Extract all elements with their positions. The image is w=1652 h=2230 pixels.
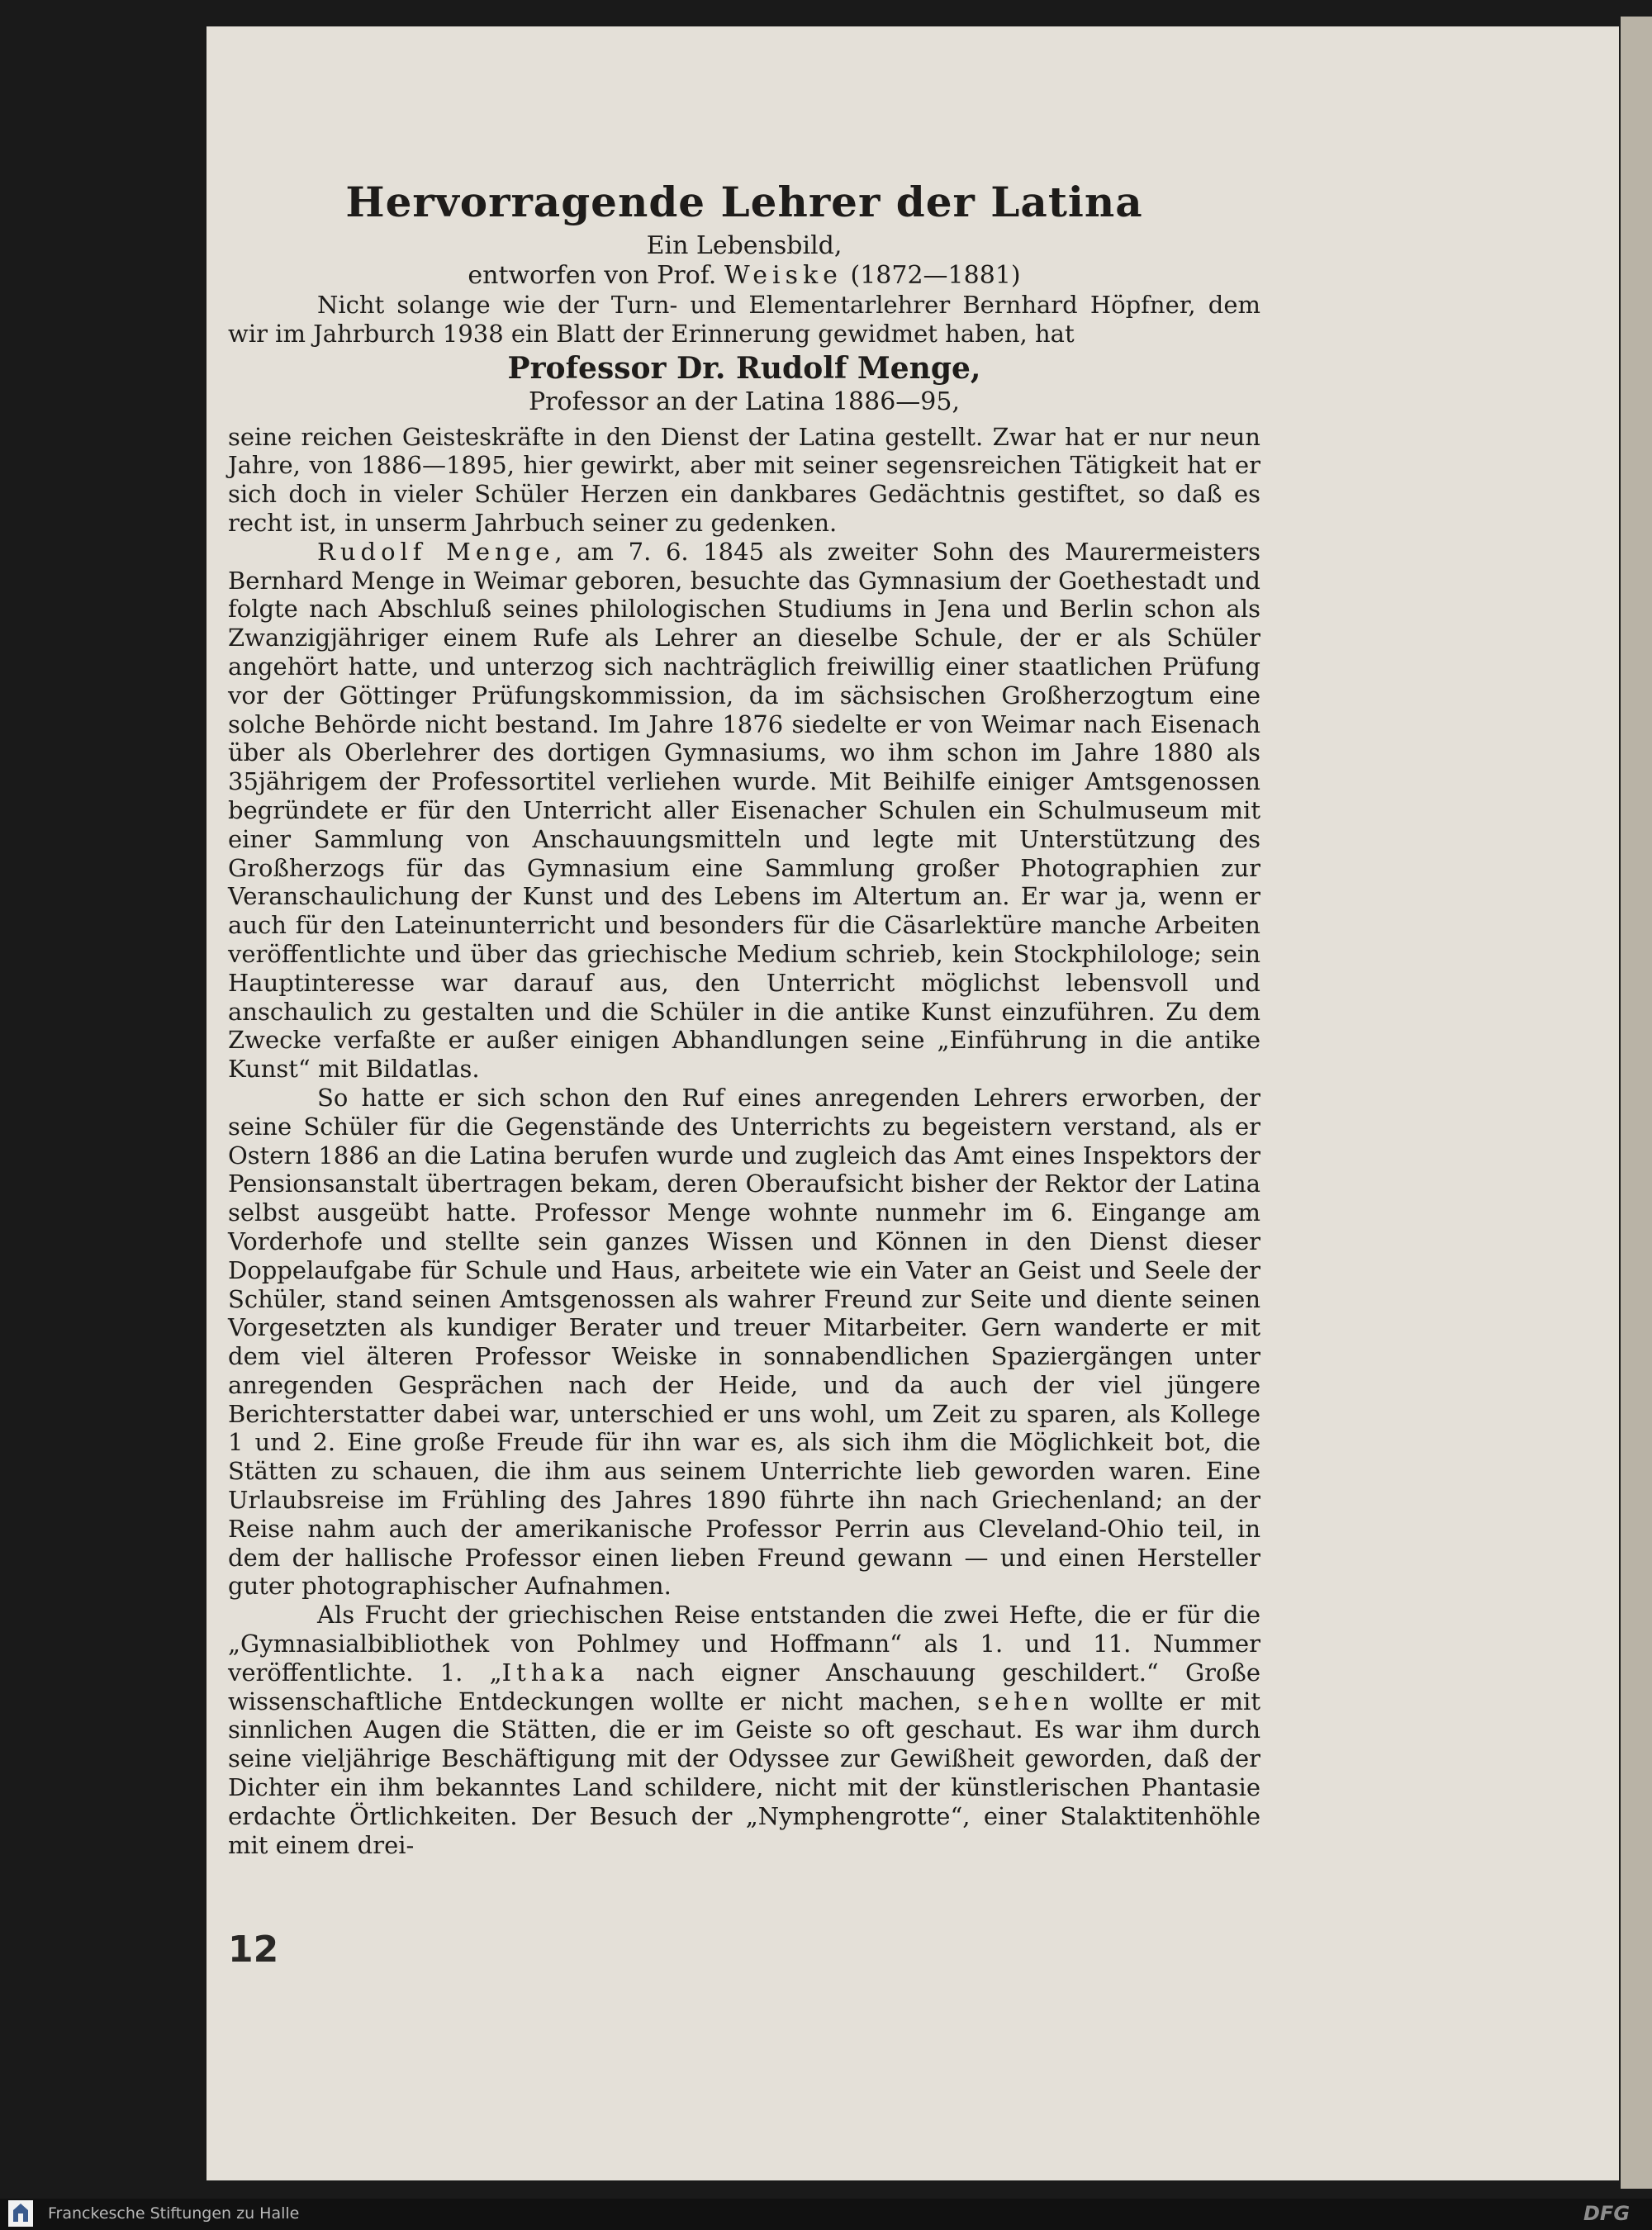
article-subtitle: Ein Lebensbild, [646,231,843,260]
paragraph-4-sehen: sehen [977,1687,1074,1715]
paragraph-4-part-b: nach eigner Anschauung geschildert.“ Große wissenschaftliche Entdeckungen wollte er nicht machen, [228,1658,1260,1715]
paragraph-3: So hatte er sich schon den Ruf eines anregenden Lehrers erworben, der seine Schüler für die Gegenstände des Unterrichts zu begeistern verstand, als er Ostern 1886 an die Latina berufen wurde und zugleich das Amt eines Inspektors der Pensionsanstalt übertragen bekam, deren Oberaufsicht bisher der Rektor der Latina selbst ausgeübt hatte. Professor Menge wohnte nunmehr im 6. Eingange am Vorderhofe und stellte sein ganzes Wissen und Können in den Dienst dieser Doppelaufgabe für Schule und Haus, arbeitete wie ein Vater an Geist und Seele der Schüler, stand seinen Amtsgenossen als wahrer Freund zur Seite und diente seinen Vorgesetzten als kundiger Berater und treuer Mitarbeiter. Gern wanderte er mit dem viel älteren Professor Weiske in sonnabendlichen Spaziergängen unter anregenden Gesprächen nach der Heide, und da auch der viel jüngere Berichterstatter dabei war, unterschied er uns wohl, um Zeit zu sparen, als Kollege 1 und 2. Eine große Freude für ihn war es, als sich ihm die Möglichkeit bot, die Stätten zu schauen, die ihm aus seinem Unterrichte lieb geworden waren. Eine Urlaubsreise im Frühling des Jahres 1890 führte ihn nach Griechenland; an der Reise nahm auch der amerikanische Professor Perrin aus Cleveland-Ohio teil, in dem der hallische Professor einen lieben Freund gewann — und einen Hersteller guter photographischer Aufnahmen. [228,1083,1260,1601]
byline-prefix: entworfen von Prof. [468,261,717,290]
byline-author: Weiske [724,261,843,290]
subject-role-heading: Professor an der Latina 1886—95, [528,387,960,416]
paragraph-4-ithaka: Ithaka [501,1658,610,1687]
article-title: Hervorragende Lehrer der Latina [345,178,1143,226]
paragraph-2-name: Rudolf Menge [317,537,555,566]
paragraph-2 [228,538,1260,1084]
paragraph-4-part-a: Als Frucht der griechischen Reise entstanden die zwei Hefte, die er für die „Gymnasialbibliothek von Pohlmey und Hoffmann“ als 1. und 11. Nummer veröffentlichte. 1. „ [228,1601,1260,1687]
paragraph-2-text: , am 7. 6. 1845 als zweiter Sohn des Maurermeisters Bernhard Menge in Weimar geboren, besuchte das Gymnasium der Goethestadt und folgte nach Abschluß seines philologischen Studiums in Jena und Berlin schon als Zwanzigjähriger einem Rufe als Lehrer an dieselbe Schule, der er als Schüler angehört hatte, und unterzog sich nachträglich freiwillig einer staatlichen Prüfung vor der Göttinger Prüfungskommission, da im sächsischen Großherzogtum eine solche Behörde nicht bestand. Im Jahre 1876 siedelte er von Weimar nach Eisenach über als Oberlehrer des dortigen Gymnasiums, wo ihm schon im Jahre 1880 als 35jährigem der Professortitel verliehen wurde. Mit Beihilfe einiger Amtsgenossen begründete er für den Unterricht aller Eisenacher Schulen ein Schulmuseum mit einer Sammlung von Anschauungsmitteln und legte mit Unterstützung des Großherzogs für das Gymnasium eine Sammlung großer Photographien zur Veranschaulichung der Kunst und des Lebens im Altertum an. Er war ja, wenn er auch für den Lateinunterricht und besonders für die Cäsarlektüre manche Arbeiten veröffentlichte und über das griechische Medium schrieb, kein Stockphilologe; sein Hauptinteresse war darauf aus, den Unterricht möglichst lebensvoll und anschaulich zu gestalten und die Schüler in die antike Kunst einzuführen. Zu dem Zwecke verfaßte er außer einigen Abhandlungen seine „Einführung in die antike Kunst“ mit Bildatlas. [228,537,1260,1084]
page-number: 12 [228,1929,279,1971]
paragraph-1: seine reichen Geisteskräfte in den Dienst der Latina gestellt. Zwar hat er nur neun Jahre, von 1886—1895, hier gewirkt, aber mit seiner segensreichen Tätigkeit hat er sich doch in vieler Schüler Herzen ein dankbares Gedächtnis gestiftet, so daß es recht ist, in unserm Jahrbuch seiner zu gedenken. [228,422,1260,537]
subject-name-heading: Professor Dr. Rudolf Menge, [507,350,981,386]
intro-paragraph: Nicht solange wie der Turn- und Elementarlehrer Bernhard Höpfner, dem wir im Jahrburch 1938 ein Blatt der Erinnerung gewidmet haben, hat [228,291,1260,348]
byline-years: (1872—1881) [850,261,1021,290]
paragraph-4-part-c: wollte er mit sinnlichen Augen die Stätten, die er im Geiste so oft geschaut. Es war ihm durch seine vieljährige Beschäftigung mit der Odyssee zur Gewißheit geworden, daß der Dichter ein ihm bekanntes Land schildere, nicht mit der künstlerischen Phantasie erdachte Örtlichkeiten. Der Besuch der „Nymphengrotte“, einer Stalaktitenhöhle mit einem drei- [228,1687,1260,1859]
paragraph-4 [228,1601,1260,1859]
dfg-logo[interactable]: DFG [1583,2202,1631,2225]
article-body [228,175,1260,1859]
article-byline [228,261,1260,291]
francke-logo-icon [8,2200,33,2227]
institution-label[interactable]: Franckesche Stiftungen zu Halle [48,2204,300,2223]
page-edge [1621,17,1652,2189]
